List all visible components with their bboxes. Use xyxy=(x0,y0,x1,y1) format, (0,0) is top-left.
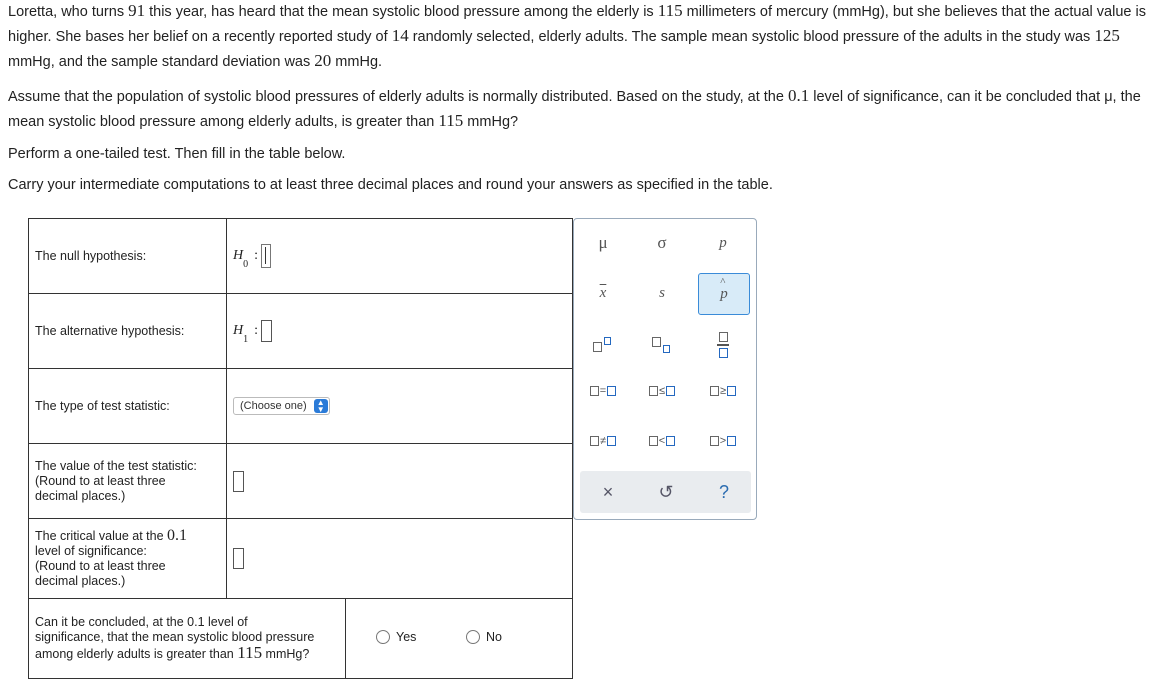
sigma-button[interactable]: σ xyxy=(657,233,667,252)
test-statistic-type-label: The type of test statistic: xyxy=(29,369,227,444)
help-icon: ? xyxy=(718,481,729,502)
conclusion-question: Can it be concluded, at the 0.1 level of significance, that the mean systolic blood pressure among elderly adults is greater than 115 mmHg? xyxy=(29,599,346,679)
palette-action-bar xyxy=(580,471,751,513)
test-statistic-type-cell xyxy=(227,369,573,444)
subscript-icon xyxy=(652,337,672,353)
null-hypothesis-input[interactable] xyxy=(261,244,271,268)
yes-radio-circle[interactable] xyxy=(376,630,390,644)
problem-rounding-note: Carry your intermediate computations to at least three decimal places and round your answers as specified in the table. xyxy=(8,177,773,193)
test-statistic-value-cell xyxy=(227,444,573,519)
test-statistic-value-row xyxy=(29,444,573,519)
test-statistic-type-row xyxy=(29,369,573,444)
help-button[interactable] xyxy=(696,471,752,513)
superscript-button[interactable] xyxy=(578,325,628,365)
not-equal-button[interactable]: ≠ xyxy=(578,421,628,461)
greater-than-button[interactable]: > xyxy=(698,421,748,461)
alternative-hypothesis-row xyxy=(29,294,573,369)
less-equal-button[interactable]: ≤ xyxy=(637,371,687,411)
no-radio-circle[interactable] xyxy=(466,630,480,644)
test-statistic-value-input[interactable] xyxy=(233,471,244,492)
conclusion-row xyxy=(29,599,573,679)
problem-instruction: Perform a one-tailed test. Then fill in the table below. xyxy=(8,146,346,162)
yes-option-cell xyxy=(346,599,461,679)
undo-button[interactable] xyxy=(638,471,694,513)
xbar-button[interactable]: $\overline{x}$ xyxy=(599,284,607,301)
answer-table xyxy=(28,218,573,679)
mu-button[interactable]: μ xyxy=(598,233,608,252)
test-statistic-value-label: The value of the test statistic: (Round to at least three decimal places.) xyxy=(29,444,227,519)
critical-value-row xyxy=(29,519,573,599)
superscript-icon xyxy=(593,337,613,353)
no-option-cell xyxy=(460,599,573,679)
test-statistic-type-select[interactable]: (Choose one) ▲ ▼ xyxy=(233,397,330,415)
alternative-hypothesis-cell: $H_1$: xyxy=(227,294,573,369)
null-hypothesis-row xyxy=(29,219,573,294)
alternative-hypothesis-input[interactable] xyxy=(261,320,272,342)
select-arrows-icon: ▲ ▼ xyxy=(314,399,328,413)
p-hat-button[interactable]: ^ p xyxy=(698,273,750,315)
problem-paragraph-2: Assume that the population of systolic blood pressures of elderly adults is normally distributed. Based on the study, at the 0.1 level of significance, can it be concluded that μ, the mean systolic blood pressure among elderly adults, is greater than 115 mmHg? xyxy=(8,86,1141,130)
subscript-button[interactable] xyxy=(637,325,687,365)
fraction-icon xyxy=(717,332,729,358)
critical-value-label: The critical value at the 0.1 level of significance: (Round to at least three decimal places.) xyxy=(29,519,227,599)
alternative-hypothesis-label: The alternative hypothesis: xyxy=(29,294,227,369)
clear-button[interactable] xyxy=(580,471,636,513)
h0-symbol: $H_0$ xyxy=(233,248,249,271)
critical-value-cell xyxy=(227,519,573,599)
problem-paragraph-1: Loretta, who turns 91 this year, has heard that the mean systolic blood pressure among the elderly is 115 millimeters of mercury (mmHg), but she believes that the actual value is higher. She bases her belief on a recently reported study of 14 randomly selected, elderly adults. The sample mean systolic blood pressure of the adults in the study was 125 mmHg, and the sample standard deviation was 20 mmHg. xyxy=(8,1,1146,70)
yes-radio[interactable]: Yes xyxy=(376,630,416,644)
symbol-palette xyxy=(573,218,757,520)
fraction-button[interactable] xyxy=(698,325,748,365)
no-radio[interactable]: No xyxy=(466,630,502,644)
null-hypothesis-cell: $H_0$: xyxy=(227,219,573,294)
undo-icon: ↺ xyxy=(658,481,674,502)
critical-value-input[interactable] xyxy=(233,548,244,569)
h1-symbol: $H_1$ xyxy=(233,323,249,346)
s-button[interactable]: s xyxy=(659,284,665,301)
p-button[interactable]: p xyxy=(719,234,727,251)
clear-icon: × xyxy=(602,481,614,502)
less-than-button[interactable]: < xyxy=(637,421,687,461)
equals-button[interactable]: = xyxy=(578,371,628,411)
greater-equal-button[interactable]: ≥ xyxy=(698,371,748,411)
null-hypothesis-label: The null hypothesis: xyxy=(29,219,227,294)
